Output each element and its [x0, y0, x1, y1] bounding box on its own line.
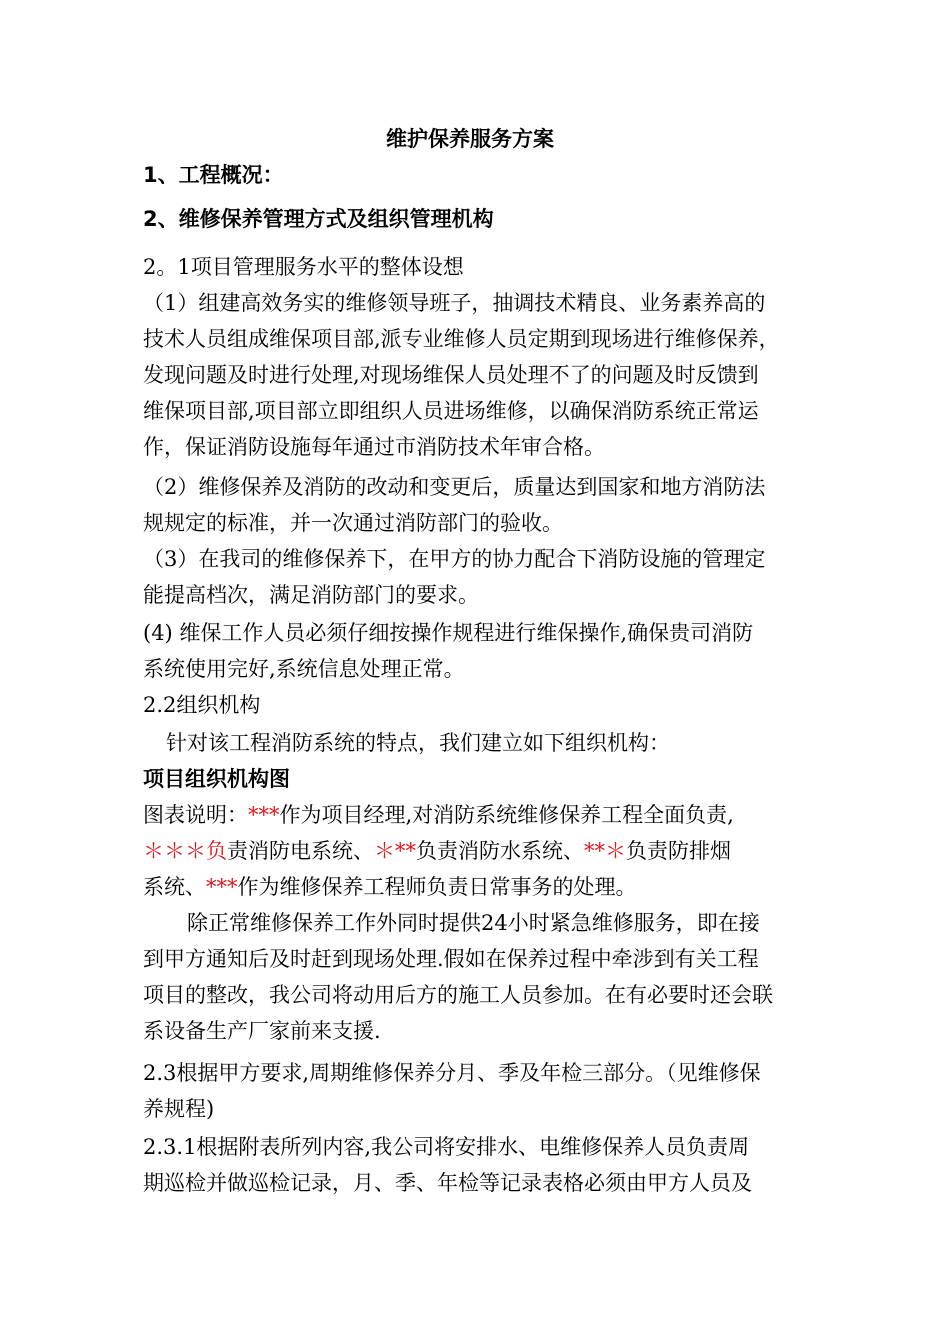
- placeholder-name: ＊**: [374, 839, 416, 863]
- legend-text: 作为维修保养工程师负责日常事务的处理。: [237, 875, 637, 899]
- paragraph-3-line: 能提高档次，满足消防部门的要求。: [143, 583, 479, 607]
- heading-project-overview: 1、工程概况：: [143, 163, 284, 187]
- document-title: 维护保养服务方案: [386, 127, 554, 151]
- section-2-3-line: 养规程): [143, 1097, 215, 1121]
- org-chart-title: 项目组织机构图: [143, 767, 290, 791]
- paragraph-5-line: 除正常维修保养工作外同时提供24小时紧急维修服务，即在接: [187, 911, 760, 935]
- legend-text: 责消防电系统、: [227, 839, 374, 863]
- section-2-3-1-line: 期巡检并做巡检记录，月、季、年检等记录表格必须由甲方人员及: [143, 1171, 752, 1195]
- section-2-3-line: 2.3根据甲方要求,周期维修保养分月、季及年检三部分。（见维修保: [143, 1061, 761, 1085]
- section-2-3-1-line: 2.3.1根据附表所列内容,我公司将安排水、电维修保养人员负责周: [143, 1135, 750, 1159]
- paragraph-3-line: （3）在我司的维修保养下，在甲方的协力配合下消防设施的管理定: [143, 547, 766, 571]
- placeholder-name: ＊＊＊负: [143, 839, 227, 863]
- paragraph-5-line: 系设备生产厂家前来支援.: [143, 1019, 381, 1043]
- paragraph-5-line: 项目的整改，我公司将动用后方的施工人员参加。在有必要时还会联: [143, 983, 773, 1007]
- paragraph-4-line: 系统使用完好,系统信息处理正常。: [143, 657, 465, 681]
- legend-text: 作为项目经理,对消防系统维修保养工程全面负责,: [279, 803, 734, 827]
- placeholder-name: **＊: [584, 839, 626, 863]
- section-2-1-heading: 2。1项目管理服务水平的整体设想: [143, 255, 464, 279]
- heading-management-method: 2、维修保养管理方式及组织管理机构: [143, 207, 494, 231]
- paragraph-1-line: 发现问题及时进行处理,对现场维保人员处理不了的问题及时反馈到: [143, 363, 759, 387]
- placeholder-name: ***: [206, 875, 238, 899]
- paragraph-1-line: 技术人员组成维保项目部,派专业维修人员定期到现场进行维修保养，: [143, 327, 780, 351]
- legend-text: 负责消防水系统、: [416, 839, 584, 863]
- section-2-2-heading: 2.2组织机构: [143, 693, 261, 717]
- paragraph-2-line: 规规定的标准，并一次通过消防部门的验收。: [143, 511, 563, 535]
- paragraph-4-line: (4) 维保工作人员必须仔细按操作规程进行维保操作,确保贵司消防: [143, 621, 754, 645]
- legend-line: [143, 838, 731, 864]
- legend-label: 图表说明：: [143, 803, 248, 827]
- paragraph-1-line: 作，保证消防设施每年通过市消防技术年审合格。: [143, 435, 605, 459]
- paragraph-5-line: 到甲方通知后及时赶到现场处理.假如在保养过程中牵涉到有关工程: [143, 947, 759, 971]
- paragraph-1-line: 维保项目部,项目部立即组织人员进场维修，以确保消防系统正常运: [143, 399, 759, 423]
- legend-text: 系统、: [143, 875, 206, 899]
- paragraph-2-line: （2）维修保养及消防的改动和变更后，质量达到国家和地方消防法: [143, 475, 766, 499]
- org-intro-text: 针对该工程消防系统的特点，我们建立如下组织机构：: [166, 731, 670, 755]
- placeholder-name: ***: [248, 803, 280, 827]
- paragraph-1-line: （1）组建高效务实的维修领导班子，抽调技术精良、业务素养高的: [143, 291, 766, 315]
- legend-line: [143, 874, 637, 900]
- legend-line: [143, 802, 734, 828]
- legend-text: 负责防排烟: [626, 839, 731, 863]
